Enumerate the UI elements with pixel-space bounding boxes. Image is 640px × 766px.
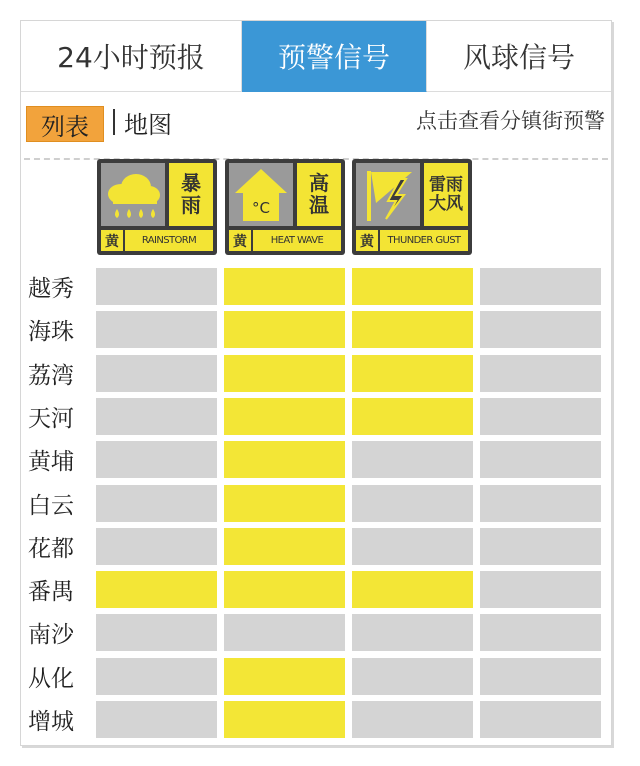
warning-cell-empty — [96, 398, 217, 435]
tab-24h-forecast[interactable]: 24小时预报 — [21, 21, 242, 92]
district-row — [21, 569, 611, 612]
warning-cell-empty — [480, 268, 601, 305]
district-name: 越秀 — [28, 276, 74, 302]
warning-cell-empty — [96, 311, 217, 348]
district-name: 花都 — [28, 535, 74, 562]
warning-cell-empty — [224, 614, 345, 651]
district-row — [21, 526, 611, 569]
warning-cell-empty — [480, 528, 601, 565]
signal-english-name: RAINSTORM — [141, 235, 197, 246]
district-name: 南沙 — [28, 622, 74, 649]
warning-cell-empty — [352, 658, 473, 695]
district-name: 白云 — [28, 492, 74, 519]
divider — [113, 109, 115, 135]
warning-cell-active — [352, 571, 473, 608]
warning-cell-active — [352, 311, 473, 348]
town-warning-link[interactable]: 点击查看分镇街预警 — [416, 109, 605, 133]
warning-cell-active — [224, 571, 345, 608]
warning-cell-empty — [96, 614, 217, 651]
warning-cell-empty — [96, 701, 217, 738]
rain-cloud-icon — [101, 163, 165, 226]
signal-level: 黄 — [233, 233, 247, 250]
warning-cell-empty — [480, 355, 601, 392]
warning-cell-active — [224, 658, 345, 695]
tab-typhoon-signals[interactable]: 风球信号 — [427, 21, 611, 92]
view-toolbar — [21, 92, 611, 156]
list-view-button[interactable]: 列表 — [26, 106, 104, 142]
district-row — [21, 612, 611, 655]
warning-cell-empty — [480, 701, 601, 738]
district-row — [21, 699, 611, 742]
district-row — [21, 309, 611, 352]
signal-level: 黄 — [360, 233, 374, 250]
district-row — [21, 483, 611, 526]
tab-bar — [21, 21, 611, 92]
signal-name-line2: 大风 — [429, 193, 463, 214]
warning-cell-empty — [96, 658, 217, 695]
warning-cell-active — [224, 268, 345, 305]
warning-cell-active — [224, 528, 345, 565]
signal-name-line1: 暴 — [181, 170, 201, 195]
warning-cell-empty — [480, 398, 601, 435]
map-view-button[interactable]: 地图 — [124, 111, 172, 139]
warning-cell-empty — [352, 614, 473, 651]
warning-cell-empty — [352, 485, 473, 522]
district-name: 黄埔 — [28, 449, 74, 476]
warning-cell-empty — [480, 441, 601, 478]
heatwave-signal-badge — [225, 159, 345, 255]
warning-cell-empty — [480, 658, 601, 695]
warning-cell-empty — [352, 441, 473, 478]
district-row — [21, 439, 611, 482]
flag-lightning-icon — [356, 163, 420, 226]
signal-name-line1: 雷雨 — [429, 175, 463, 196]
district-name: 增城 — [28, 709, 74, 735]
house-celsius-icon — [229, 163, 293, 226]
warning-cell-active — [224, 701, 345, 738]
district-row — [21, 353, 611, 396]
signal-name-line2: 雨 — [181, 192, 201, 217]
signal-name-line2: 温 — [309, 192, 329, 217]
warning-cell-empty — [96, 485, 217, 522]
district-row — [21, 266, 611, 309]
warning-cell-empty — [480, 485, 601, 522]
svg-text:°C: °C — [252, 199, 270, 217]
warning-cell-empty — [96, 528, 217, 565]
warning-cell-empty — [480, 311, 601, 348]
signal-name-line1: 高 — [309, 170, 329, 195]
warning-cell-active — [224, 485, 345, 522]
warning-cell-empty — [96, 268, 217, 305]
warning-cell-empty — [96, 441, 217, 478]
district-row — [21, 396, 611, 439]
warning-cell-active — [224, 355, 345, 392]
district-name: 海珠 — [28, 319, 74, 346]
signal-level: 黄 — [105, 233, 119, 250]
warning-cell-empty — [480, 614, 601, 651]
warning-cell-active — [224, 398, 345, 435]
warning-cell-active — [224, 441, 345, 478]
rainstorm-signal-badge — [97, 159, 217, 255]
warning-cell-active — [352, 268, 473, 305]
district-name: 荔湾 — [28, 362, 74, 389]
warning-panel — [20, 20, 612, 746]
warning-cell-empty — [352, 701, 473, 738]
signal-english-name: HEAT WAVE — [270, 235, 324, 246]
district-name: 从化 — [28, 665, 74, 692]
warning-cell-active — [352, 398, 473, 435]
warning-cell-empty — [480, 571, 601, 608]
warning-cell-active — [352, 355, 473, 392]
tab-warning-signals[interactable]: 预警信号 — [242, 21, 427, 92]
thunder-gust-signal-badge — [352, 159, 472, 255]
warning-cell-empty — [96, 355, 217, 392]
district-row — [21, 656, 611, 699]
signal-english-name: THUNDER GUST — [387, 235, 461, 246]
warning-cell-empty — [352, 528, 473, 565]
warning-cell-active — [96, 571, 217, 608]
district-name: 番禺 — [28, 579, 74, 606]
warning-cell-active — [224, 311, 345, 348]
district-name: 天河 — [28, 405, 74, 432]
